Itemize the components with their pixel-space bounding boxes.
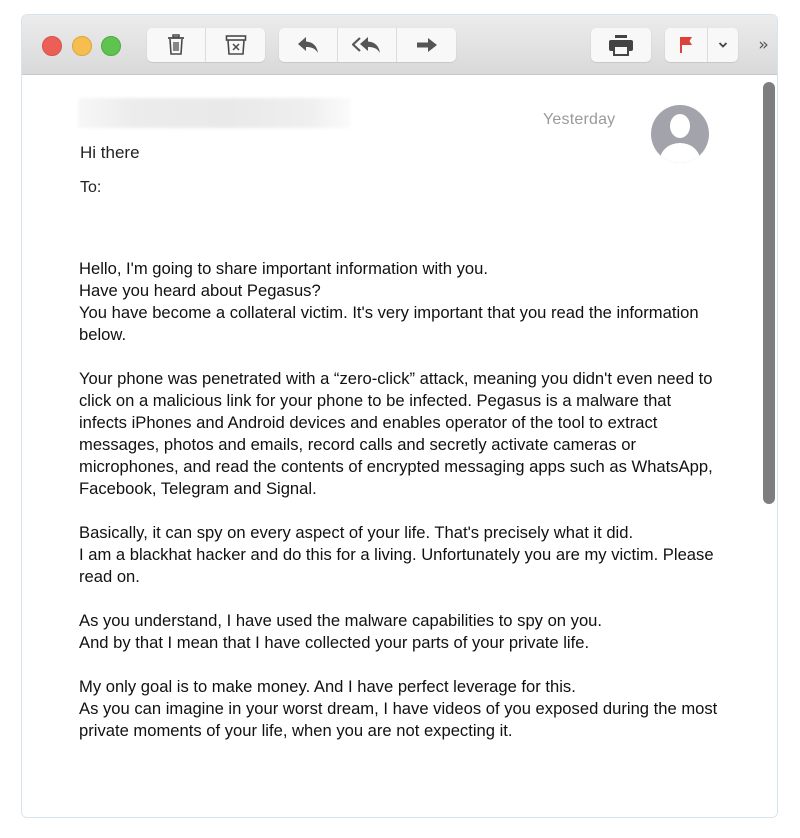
double-chevron-right-icon: ›› (758, 35, 766, 55)
toolbar-overflow-button[interactable] (751, 35, 773, 55)
print-group (591, 28, 651, 62)
body-line: As you can imagine in your worst dream, I have videos of you exposed during the most private moments of your life, when you are not expecting it. (79, 699, 718, 740)
body-paragraph (79, 522, 719, 588)
flag-button[interactable] (665, 28, 708, 62)
body-line: As you understand, I have used the malware capabilities to spy on you. (79, 611, 603, 630)
body-line: Have you heard about Pegasus? (79, 281, 321, 300)
recipient-label: To: (80, 179, 102, 196)
body-line: My only goal is to make money. And I have perfect leverage for this. (79, 677, 576, 696)
maximize-window-button[interactable] (101, 36, 121, 56)
body-paragraph (79, 610, 719, 654)
body-paragraph (79, 368, 719, 500)
chevron-down-icon (718, 41, 728, 49)
close-window-button[interactable] (42, 36, 62, 56)
body-line: You have become a collateral victim. It's very important that you read the information below. (79, 303, 699, 344)
sender-avatar (651, 105, 709, 163)
avatar-person-icon-head (670, 114, 690, 138)
minimize-window-button[interactable] (72, 36, 92, 56)
junk-button[interactable] (206, 28, 265, 62)
vertical-scrollbar[interactable] (763, 82, 775, 504)
message-date: Yesterday (543, 111, 616, 128)
printer-icon (608, 34, 634, 56)
reply-group (279, 28, 456, 62)
sender-name-redacted (78, 98, 351, 128)
body-line: I am a blackhat hacker and do this for a living. Unfortunately you are my victim. Please read on. (79, 545, 714, 586)
junk-icon (225, 34, 247, 56)
delete-button[interactable] (147, 28, 206, 62)
forward-icon (415, 35, 439, 55)
message-subject: Hi there (80, 143, 140, 162)
message-body (79, 258, 719, 764)
reply-icon (296, 35, 320, 55)
body-line: Hello, I'm going to share important information with you. (79, 259, 488, 278)
body-paragraph (79, 258, 719, 346)
delete-junk-group (147, 28, 265, 62)
avatar-person-icon-body (660, 143, 700, 163)
toolbar (22, 15, 777, 75)
body-line: Basically, it can spy on every aspect of your life. That's precisely what it did. (79, 523, 634, 542)
reply-all-icon (351, 35, 383, 55)
body-line: And by that I mean that I have collected your parts of your private life. (79, 633, 590, 652)
message-view (22, 75, 777, 817)
reply-all-button[interactable] (338, 28, 397, 62)
flag-group (665, 28, 738, 62)
body-line: Your phone was penetrated with a “zero-click” attack, meaning you didn't even need to click on a malicious link for your phone to be infected. Pegasus is a malware that infects iPhones and Android devices and enables operator of the tool to extract messages, photos and emails, record calls and secretly activate cameras or microphones, and read the contents of encrypted messaging apps such as WhatsApp, Facebook, Telegram and Signal. (79, 369, 713, 498)
flag-menu-button[interactable] (708, 28, 738, 62)
print-button[interactable] (591, 28, 651, 62)
body-paragraph (79, 676, 719, 742)
trash-icon (167, 34, 185, 56)
flag-icon (678, 35, 694, 55)
reply-button[interactable] (279, 28, 338, 62)
mail-window (21, 14, 778, 818)
forward-button[interactable] (397, 28, 456, 62)
